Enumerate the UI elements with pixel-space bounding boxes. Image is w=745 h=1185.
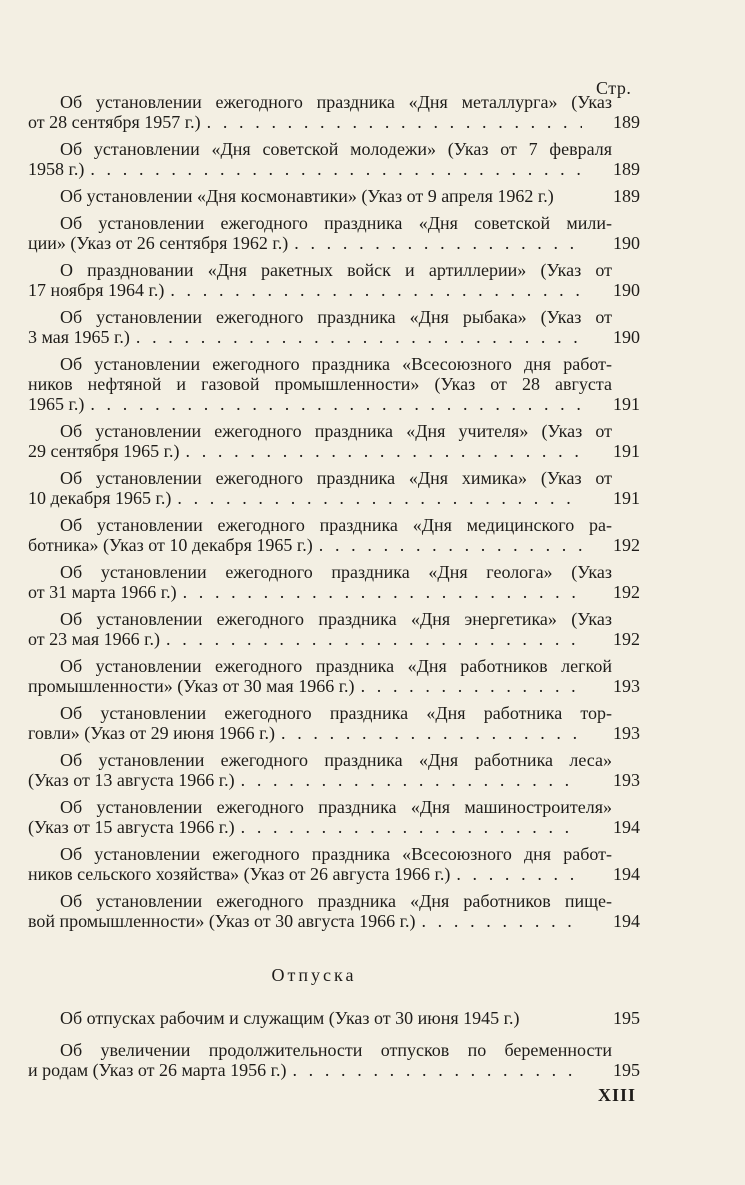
dot-leader bbox=[177, 582, 582, 602]
entry-last-line bbox=[28, 327, 582, 347]
entry-last-line bbox=[28, 817, 582, 837]
dot-leader bbox=[201, 112, 582, 132]
entry-last-line-text: 17 ноября 1964 г.) bbox=[28, 280, 165, 300]
dot-leader bbox=[84, 159, 582, 179]
entry-last-line-text: вой промышленности» (Указ от 30 августа 1966 г.) bbox=[28, 911, 416, 931]
dot-leader bbox=[235, 817, 582, 837]
entry-last-line-text: 3 мая 1965 г.) bbox=[28, 327, 130, 347]
toc-entry bbox=[28, 703, 640, 743]
page-column-header: Стр. bbox=[596, 78, 632, 98]
entry-first-line: Об установлении ежегодного праздника «Дня энергетика» (Указ bbox=[60, 609, 612, 629]
toc-entry bbox=[28, 609, 640, 649]
entry-first-line: Об установлении ежегодного праздника «Дня учителя» (Указ от bbox=[60, 421, 612, 441]
page-number: 191 bbox=[613, 441, 640, 461]
toc-entry bbox=[28, 468, 640, 508]
entry-last-line-text: ботника» (Указ от 10 декабря 1965 г.) bbox=[28, 535, 313, 555]
toc-entry bbox=[28, 891, 640, 931]
page-number: 190 bbox=[613, 327, 640, 347]
entry-first-line: О праздновании «Дня ракетных войск и артиллерии» (Указ от bbox=[60, 260, 612, 280]
page-number: 189 bbox=[613, 159, 640, 179]
entry-last-line bbox=[28, 723, 582, 743]
entry-last-line-text: и родам (Указ от 26 марта 1956 г.) bbox=[28, 1060, 287, 1080]
page-number: 192 bbox=[613, 582, 640, 602]
page-number: 193 bbox=[613, 723, 640, 743]
entry-last-line bbox=[28, 629, 582, 649]
page-number: 192 bbox=[613, 535, 640, 555]
toc-entry bbox=[28, 750, 640, 790]
toc-entry bbox=[28, 656, 640, 696]
entry-first-line: Об установлении ежегодного праздника «Дня геолога» (Указ bbox=[60, 562, 612, 582]
toc-entry bbox=[28, 139, 640, 179]
entry-first-line: Об установлении «Дня советской молодежи» (Указ от 7 февраля bbox=[60, 139, 612, 159]
entry-first-line: Об установлении ежегодного праздника «Дня работника леса» bbox=[60, 750, 612, 770]
page-number: 190 bbox=[613, 280, 640, 300]
entry-first-line: Об установлении ежегодного праздника «Дня медицинского ра- bbox=[60, 515, 612, 535]
entry-first-line: Об отпусках рабочим и служащим (Указ от 30 июня 1945 г.) bbox=[60, 1008, 520, 1028]
toc-entry bbox=[28, 260, 640, 300]
toc-entry bbox=[28, 421, 640, 461]
entry-last-line bbox=[28, 159, 582, 179]
toc-entry bbox=[28, 307, 640, 347]
entry-last-line-text: 10 декабря 1965 г.) bbox=[28, 488, 172, 508]
dot-leader bbox=[355, 676, 582, 696]
entry-first-line: Об установлении ежегодного праздника «Всесоюзного дня работ- bbox=[60, 844, 612, 864]
entry-last-line-text: ции» (Указ от 26 сентября 1962 г.) bbox=[28, 233, 289, 253]
entry-first-line: Об установлении ежегодного праздника «Дня химика» (Указ от bbox=[60, 468, 612, 488]
page-number: 191 bbox=[613, 394, 640, 414]
table-of-contents bbox=[28, 92, 640, 1092]
section-title: Отпуска bbox=[271, 965, 357, 985]
entry-last-line bbox=[28, 112, 582, 132]
entry-last-line bbox=[28, 911, 582, 931]
entry-last-line-text: промышленности» (Указ от 30 мая 1966 г.) bbox=[28, 676, 355, 696]
toc-entry bbox=[28, 562, 640, 602]
entry-last-line bbox=[28, 864, 582, 884]
entry-last-line bbox=[28, 770, 582, 790]
entry-first-line: Об установлении «Дня космонавтики» (Указ от 9 апреля 1962 г.) bbox=[60, 186, 554, 206]
page-number: 189 bbox=[613, 186, 640, 206]
dot-leader bbox=[235, 770, 582, 790]
entry-last-line bbox=[28, 394, 582, 414]
entry-last-line-text: 29 сентября 1965 г.) bbox=[28, 441, 180, 461]
page-number: 193 bbox=[613, 676, 640, 696]
toc-entry bbox=[28, 186, 640, 206]
entry-last-line-text: говли» (Указ от 29 июня 1966 г.) bbox=[28, 723, 276, 743]
page-number: 193 bbox=[613, 770, 640, 790]
entry-first-line: Об установлении ежегодного праздника «Дня работника тор- bbox=[60, 703, 612, 723]
entry-first-line: Об увеличении продолжительности отпусков по беременности bbox=[60, 1040, 612, 1060]
page-number: 190 bbox=[613, 233, 640, 253]
entry-first-line: Об установлении ежегодного праздника «Дня машиностроителя» bbox=[60, 797, 612, 817]
page-number: 191 bbox=[613, 488, 640, 508]
entry-last-line-text: от 31 марта 1966 г.) bbox=[28, 582, 177, 602]
toc-entry bbox=[28, 1040, 640, 1080]
page-number: 195 bbox=[613, 1008, 640, 1028]
section-entries bbox=[28, 1008, 640, 1080]
entry-first-line: Об установлении ежегодного праздника «Всесоюзного дня работ- bbox=[60, 354, 612, 374]
entry-last-line bbox=[28, 233, 582, 253]
entry-last-line bbox=[28, 535, 582, 555]
entry-last-line bbox=[28, 488, 582, 508]
page-number: 194 bbox=[613, 817, 640, 837]
entry-last-line-text: от 28 сентября 1957 г.) bbox=[28, 112, 201, 132]
dot-leader bbox=[415, 911, 582, 931]
page-number: 194 bbox=[613, 911, 640, 931]
entry-first-line: Об установлении ежегодного праздника «Дня металлурга» (Указ bbox=[60, 92, 612, 112]
entry-last-line-text: (Указ от 15 августа 1966 г.) bbox=[28, 817, 235, 837]
page-number: 195 bbox=[613, 1060, 640, 1080]
page-number: 189 bbox=[613, 112, 640, 132]
entry-last-line-text: 1965 г.) bbox=[28, 394, 85, 414]
dot-leader bbox=[286, 1060, 582, 1080]
entry-first-line: Об установлении ежегодного праздника «Дня работников легкой bbox=[60, 656, 612, 676]
entry-last-line-text: 1958 г.) bbox=[28, 159, 85, 179]
dot-leader bbox=[164, 280, 582, 300]
dot-leader bbox=[275, 723, 582, 743]
entry-first-line: Об установлении ежегодного праздника «Дня советской мили- bbox=[60, 213, 612, 233]
dot-leader bbox=[313, 535, 582, 555]
page-number: 194 bbox=[613, 864, 640, 884]
dot-leader bbox=[288, 233, 582, 253]
entry-last-line bbox=[28, 1060, 582, 1080]
entry-last-line bbox=[28, 441, 582, 461]
dot-leader bbox=[450, 864, 582, 884]
entry-last-line-text: (Указ от 13 августа 1966 г.) bbox=[28, 770, 235, 790]
entry-last-line bbox=[28, 582, 582, 602]
toc-entry bbox=[28, 797, 640, 837]
page-number: 192 bbox=[613, 629, 640, 649]
entry-last-line-text: от 23 мая 1966 г.) bbox=[28, 629, 161, 649]
dot-leader bbox=[84, 394, 582, 414]
toc-entries bbox=[28, 92, 640, 931]
dot-leader bbox=[160, 629, 582, 649]
toc-entry bbox=[28, 354, 640, 414]
dot-leader bbox=[180, 441, 582, 461]
toc-entry bbox=[28, 92, 640, 132]
dot-leader bbox=[130, 327, 582, 347]
entry-last-line bbox=[28, 280, 582, 300]
entry-middle-line: ников нефтяной и газовой промышленности» (Указ от 28 августа bbox=[28, 374, 612, 394]
toc-entry bbox=[28, 515, 640, 555]
entry-first-line: Об установлении ежегодного праздника «Дня работников пище- bbox=[60, 891, 612, 911]
toc-entry bbox=[28, 844, 640, 884]
toc-entry bbox=[28, 213, 640, 253]
page-folio: XIII bbox=[598, 1085, 637, 1105]
toc-entry bbox=[28, 1008, 640, 1028]
entry-last-line bbox=[28, 676, 582, 696]
entry-last-line-text: ников сельского хозяйства» (Указ от 26 августа 1966 г.) bbox=[28, 864, 451, 884]
entry-first-line: Об установлении ежегодного праздника «Дня рыбака» (Указ от bbox=[60, 307, 612, 327]
dot-leader bbox=[171, 488, 582, 508]
